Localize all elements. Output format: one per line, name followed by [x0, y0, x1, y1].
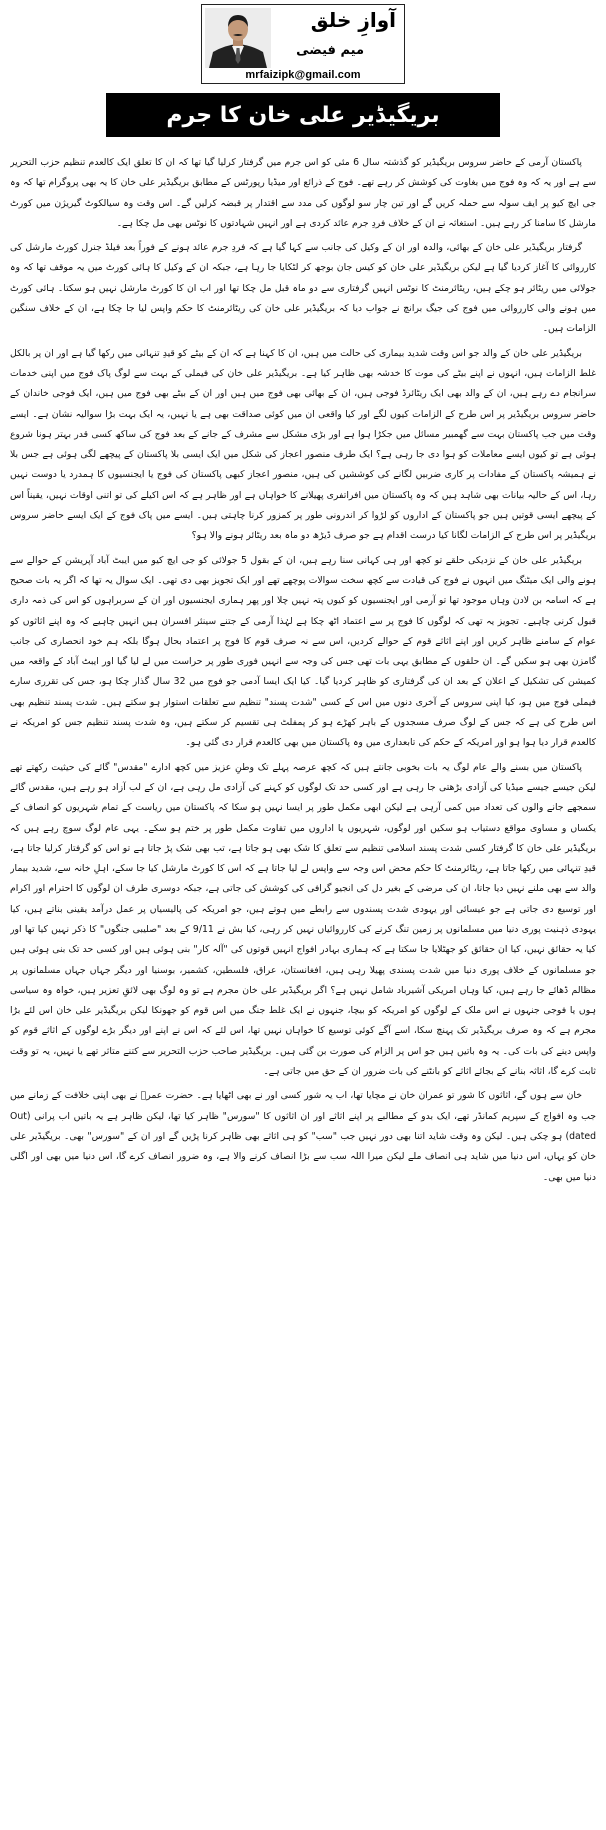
author-photo: [205, 8, 271, 68]
article-paragraph: خان سے ہوں گے، اثاثوں کا شور تو عمران خان نے مچایا تھا، اب یہ شور کسی اور نے بھی اٹھایا ہے۔ حضرت عمرؓ نے بھی اپنی خلافت کے زمانے میں جب وہ افواج کے سپریم کمانڈر تھے، ایک بدو کے مطالبے پر اپنے اثاثے اور ان اثاثوں کا "سورس" ظاہر کیا تھا، لیکن ظاہر ہے یہ باتیں اب پرانی (Out dated) ہو چکی ہیں۔ لیکن وہ وقت شاید اتنا بھی دور نہیں جب "سب" کو ہی اثاثے بھی ظاہر کرنا پڑیں گے اور ان کے "سورس" بھی۔ بریگیڈیر علی خان کو یہاں، اس دنیا میں شاید ہی انصاف ملے لیکن میرا اللہ سب سے بڑا انصاف کرنے والا ہے، وہ ضرور انصاف کرے گا، اس دنیا میں بھی اور اگلی دنیا میں بھی۔: [10, 1090, 596, 1183]
article-title: بریگیڈیر علی خان کا جرم: [166, 102, 440, 128]
column-header: [201, 4, 405, 84]
article-paragraph: پاکستان میں بسنے والے عام لوگ یہ بات بخوبی جانتے ہیں کہ کچھ عرصہ پہلے تک وطنِ عزیز میں کچھ ادارے "مقدس" گائے کی حیثیت رکھتے تھے لیکن جیسے جیسے میڈیا کی آزادی بڑھتی جا رہی ہے اور کسی حد تک لوگوں کو کہنے کی آزادی مل رہی ہے، ان کے لب آزاد ہو رہے ہیں، مقدس گائے سمجھے جانے والوں کی تعداد میں کمی آرہی ہے لیکن ابھی مکمل طور پر ایسا نہیں ہو سکا کہ پاکستان میں ریاست کے تمام شہریوں کو انصاف کے یکساں و مساوی مواقع دستیاب ہو سکیں اور لوگوں، شہریوں یا اداروں میں تفاوت مکمل طور پر ختم ہو سکے۔ یہی عام لوگ سوچ رہے ہیں کہ بریگیڈیر علی خان کا گرفتار کسی شدت پسند اسلامی تنظیم سے تعلق کا شک بھی ہو جاتا ہے، تب بھی شک پڑ جاتا ہے تو اس کو گرفتار کرلیا جاتا ہے، قیدِ تنہائی میں رکھا جاتا ہے، ریٹائرمنٹ کا حکم محض اس وجہ سے واپس لے لیا جاتا ہے کہ اس کا کورٹ مارشل کیا جا سکے، اہلِ خانہ سے، شدید بیمار والد سے بھی ملنے نہیں دیا جاتا، ان کی مرضی کے بغیر دل کی انجیو گرافی کی کوشش کی جاتی ہے، جبکہ دوسری طرف ان لوگوں کا احترام اور اکرام اور توسیع دی جاتی ہے جو عیسائی اور یہودی شدت پسندوں سے رابطے میں ہوتے ہیں، جو امریکہ کی پالیسیاں پر عمل درآمد یقینی بناتے ہیں، کیا یہودی ذہنیت پوری دنیا میں مسلمانوں پر زمین تنگ کرنے کی کارروائیاں نہیں کر رہی، کیا بش نے 9/11 کے بعد "صلیبی جنگوں" کا ذکر نہیں کیا تھا اور کیا یہ حقائق نہیں، کیا ان حقائق کو جھٹلایا جا سکتا ہے کہ ہماری بہادر افواج انہیں قوتوں کی "آلہ کار" بنی ہوئی ہیں اور کسی حد تک بنی ہوئی ہیں جو مسلمانوں کے خلاف پوری دنیا میں شدت پسندی پھیلا رہی ہیں، افغانستان، عراق، فلسطین، کشمیر، بوسنیا اور دیگر جہاں جہاں مسلمانوں پر مظالم ڈھائے جا رہے ہیں، کیا وہاں امریکی آشیرباد شامل نہیں ہے؟ اگر بریگیڈیر علی خان مجرم ہے تو وہ لوگ بھی لائقِ تعزیر ہیں، خواہ وہ سیاسی ہوں یا فوجی جنہوں نے اس ملک کے لوگوں کو امریکہ کو بیچا، جنہوں نے ایک غلط جنگ میں اس قوم کو جھونکا لیکن بریگیڈیر علی خان اس لئے بڑا مجرم ہے کہ وہ صرف بریگیڈیر تک پہنچ سکا، اسے آگے کوئی توسیع کا خواہاں نہیں تھا، اس لئے کہ اس نے اپنے اور دیگر بڑے لوگوں کے اثاثے قوم کو واپس دینے کی بات کی۔ یہ وہ باتیں ہیں جو اس پر الزام کی صورت بن گئی ہیں۔ بریگیڈیر صاحب حزب التحریر سے کتنے متاثر تھے یا نہیں، یہ تو وقت ثابت کرے گا، اثاثہ بنانے کے بجائے اثاثے کو بانٹنے کی بات ضرور ان کے حق میں جاتی ہے۔: [10, 761, 596, 1078]
column-name: آوازِ خلق: [310, 8, 396, 32]
article-paragraph: بریگیڈیر علی خان کے نزدیکی حلقے تو کچھ اور ہی کہانی سنا رہے ہیں، ان کے بقول 5 جولائی کو جی ایچ کیو میں ایبٹ آباد آپریشن کے حوالے سے ہونے والی ایک میٹنگ میں انہوں نے فوج کی قیادت سے کچھ سخت سوالات پوچھے تھے اور ایک تجویز بھی دی تھی۔ ایک سوال یہ تھا کہ اگر یہ بات صحیح ہے کہ اسامہ بن لادن وہاں موجود تھا تو آرمی اور ایجنسیوں کو کیوں پتہ نہیں چلا اور پھر ہماری ایجنسیوں اور ان کے سربراہوں کو اس کی ذمہ داری قبول کرنی چاہیے۔ تجویز یہ تھی کہ لوگوں کا فوج پر سے اعتماد اٹھ چکا ہے لہٰذا آرمی کے جتنے سینئر افسران ہیں انہیں چاہیے کہ وہ اپنے اثاثوں کو عوام کے سامنے ظاہر کریں اور اپنے اثاثے قوم کے حوالے کردیں، اس سے نہ صرف قوم کا فوج پر اعتماد بحال ہوگا بلکہ ہم خود انحصاری کی جانب گامزن بھی ہو سکیں گے۔ ان حلقوں کے مطابق یہی بات تھی جس کی وجہ سے انہیں فوری طور پر حراست میں لے لیا گیا اور ایبٹ آباد کے واقعہ میں کمیشن کی تشکیل کے اعلان کے بعد ان کی گرفتاری کو ظاہر کردیا گیا۔ کیا ایک ایسا آدمی جو فوج میں 32 سال گذار چکا ہو، جس کی تقرری سارے فیملی فوج میں ہو، کیا اپنی سروس کے آخری دنوں میں اس کے کسی "شدت پسند" تنظیم سے تعلقات استوار ہو سکتے ہیں۔ شدت پسند تنظیم بھی اس طرح کی ہے کہ جس کے لوگ صرف مسجدوں کے باہر کھڑے ہو کر پمفلٹ ہی تقسیم کر سکتے ہیں، وہ شدت پسند تنظیم جس کو امریکہ نے کالعدم قرار دیا ہوا ہو اور امریکہ کے حکم کی تابعداری میں وہ پاکستان میں بھی کالعدم قرار دی گئی ہو۔: [10, 554, 596, 749]
title-banner: [106, 93, 500, 137]
article-body: [10, 153, 596, 1823]
article-paragraph: گرفتار بریگیڈیر علی خان کے بھائی، والدہ اور ان کے وکیل کی جانب سے کہا گیا ہے کہ فردِ جرم عائد ہونے کے فوراً بعد فیلڈ جنرل کورٹ مارشل کی کارروائی کا آغاز کردیا گیا ہے لیکن بریگیڈیر علی خان کو کیس جان بوجھ کر لٹکایا جا رہا ہے، جبکہ ان کے وکیل کا ہائی کورٹ میں یہ موقف تھا کہ وہ جولائی میں ریٹائر ہو چکے ہیں، ریٹائرمنٹ کا نوٹس انہیں گرفتاری سے دو ماہ قبل مل چکا تھا اور اب ان کا کورٹ مارشل نہیں ہو سکتا۔ ہائی کورٹ میں ہونے والی کارروائی میں فوج کی جیگ برانچ نے جواب دیا کہ بریگیڈیر علی خان کی ریٹائرمنٹ کا حکم واپس لیا جا چکا ہے، ان کے خلاف سنگین الزامات ہیں۔: [10, 242, 596, 335]
author-name: میم فیضی: [296, 43, 364, 58]
article-paragraph: پاکستان آرمی کے حاضر سروس بریگیڈیر کو گذشتہ سال 6 مئی کو اس جرم میں گرفتار کرلیا گیا تھا کہ ان کا تعلق ایک کالعدم تنظیم حزب التحریر سے ہے اور یہ کہ وہ فوج میں بغاوت کی کوشش کر رہے تھے۔ فوج کے ذرائع اور میڈیا رپورٹس کے مطابق بریگیڈیر علی خان کا یہ بھی پروگرام تھا کہ وہ جی ایچ کیو پر ایف سولہ سے حملہ کریں گے اور تین چار سو لوگوں کی مدد سے اقتدار پر قبضہ کرلیں گے۔ اس وقت وہ سیالکوٹ گیریژن میں کورٹ مارشل کا سامنا کر رہے ہیں۔ استغاثہ نے ان کے خلاف فردِ جرم عائد کردی ہے اور انہیں شہادتوں کا نوٹس بھی مل چکا ہے۔: [10, 157, 596, 229]
author-portrait-icon: [205, 8, 271, 68]
article-paragraph: بریگیڈیر علی خان کے والد جو اس وقت شدید بیماری کی حالت میں ہیں، ان کا کہنا ہے کہ ان کے بیٹے کو قیدِ تنہائی میں رکھا گیا ہے اور ان پر بالکل غلط الزامات ہیں، انہوں نے اپنے بیٹے کی موت کا خدشہ بھی ظاہر کیا ہے۔ بریگیڈیر علی خان کی فیملی کے بہت سے لوگ پاک فوج میں اپنی خدمات سرانجام دے رہے ہیں، ان کے والد بھی ایک ریٹائرڈ فوجی ہیں، ان کے بھائی بھی فوج میں ہیں اور ان کے بیٹے بھی فوج میں ہیں، ایک فوجی خاندان کے حاضر سروس بریگیڈیر پر اس طرح کے الزامات کیوں لگے اور کیا واقعی ان میں کوئی صداقت بھی ہے یا نہیں، یہ ایک بہت بڑا سوالیہ نشان ہے۔ ایسے وقت میں جب پاکستان بہت سے گھمبیر مسائل میں جکڑا ہوا ہے اور بڑی مشکل سے مشرف کے جانے کے بعد فوج کی ساکھ کسی قدر بہتر ہونا شروع ہوئی ہے تو کیوں ایسے معاملات کو ہوا دی جا رہی ہے؟ ایک طرف منصور اعجاز کی شکل میں ایک ایسی بلا پاکستان کے پیچھے لگی ہوئی ہے جس بلا نے ہمیشہ پاکستان کے مفادات پر کاری ضربیں لگانے کی کوششیں کی ہیں، منصور اعجاز کبھی پاکستان کی فوج یا ایجنسیوں کا ہمدرد یا دوست نہیں رہا، اس کے حالیہ بیانات بھی شاہد ہیں کہ وہ پاکستان میں افراتفری پھیلانے کا خواہاں ہے اور ظاہر ہے کہ اس اکیلے کی تو اتنی اوقات نہیں، یقیناً اس کے پیچھے ایسی قوتیں ہیں جو پاکستان کے اداروں کو لڑوا کر اندرونی طور پر کمزور کرنا چاہتی ہیں۔ ایسے میں پاک فوج کے ایک ایسے حاضر سروس بریگیڈیر پر اس طرح کے الزامات لگانا کیا درست اقدام ہے جو صرف ڈیڑھ دو ماہ بعد ریٹائر ہونے والا ہو؟: [10, 347, 596, 542]
author-email: mrfaizipk@gmail.com: [245, 69, 361, 81]
